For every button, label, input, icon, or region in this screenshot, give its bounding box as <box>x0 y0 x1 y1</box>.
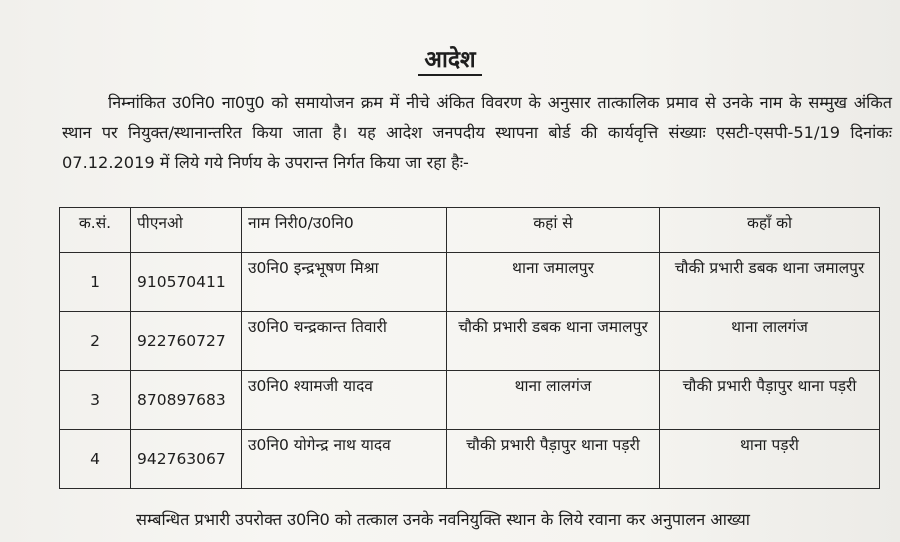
header-to: कहाँ को <box>660 208 880 253</box>
table-header-row <box>60 208 880 253</box>
table-row <box>60 430 880 489</box>
cell-serial: 4 <box>60 430 131 489</box>
cell-name: उ0नि0 श्यामजी यादव <box>242 371 447 430</box>
closing-paragraph: सम्बन्धित प्रभारी उपरोक्त उ0नि0 को तत्काल उनके नवनियुक्ति स्थान के लिये रवाना कर अनुपालन आख्या <box>136 510 750 529</box>
cell-from: थाना जमालपुर <box>447 253 660 312</box>
cell-name: उ0नि0 चन्द्रकान्त तिवारी <box>242 312 447 371</box>
cell-from: चौकी प्रभारी डबक थाना जमालपुर <box>447 312 660 371</box>
cell-pno: 870897683 <box>131 371 242 430</box>
cell-serial: 3 <box>60 371 131 430</box>
cell-from: थाना लालगंज <box>447 371 660 430</box>
cell-to: थाना लालगंज <box>660 312 880 371</box>
cell-pno: 922760727 <box>131 312 242 371</box>
intro-paragraph: निम्नांकित उ0नि0 ना0पु0 को समायोजन क्रम में नीचे अंकित विवरण के अनुसार तात्कालिक प्रमाव से उनके नाम के सम्मुख अंकित स्थान पर नियुक्त/स्थानान्तरित किया जाता है। यह आदेश जनपदीय स्थापना बोर्ड की कार्यवृत्ति संख्याः एसटी-एसपी-51/19 दिनांकः 07.12.2019 में लिये गये निर्णय के उपरान्त निर्गत किया जा रहा हैः- <box>62 93 892 172</box>
transfer-table <box>59 207 880 489</box>
cell-serial: 2 <box>60 312 131 371</box>
cell-pno: 910570411 <box>131 253 242 312</box>
cell-to: चौकी प्रभारी पैड़ापुर थाना पड़री <box>660 371 880 430</box>
cell-name: उ0नि0 योगेन्द्र नाथ यादव <box>242 430 447 489</box>
cell-to: थाना पड़री <box>660 430 880 489</box>
table-row <box>60 253 880 312</box>
table-row <box>60 312 880 371</box>
header-pno: पीएनओ <box>131 208 242 253</box>
table-row <box>60 371 880 430</box>
header-name: नाम निरी0/उ0नि0 <box>242 208 447 253</box>
document-title: आदेश <box>0 42 900 74</box>
header-serial: क.सं. <box>60 208 131 253</box>
header-from: कहां से <box>447 208 660 253</box>
cell-name: उ0नि0 इन्द्रभूषण मिश्रा <box>242 253 447 312</box>
cell-from: चौकी प्रभारी पैड़ापुर थाना पड़री <box>447 430 660 489</box>
cell-serial: 1 <box>60 253 131 312</box>
cell-pno: 942763067 <box>131 430 242 489</box>
cell-to: चौकी प्रभारी डबक थाना जमालपुर <box>660 253 880 312</box>
